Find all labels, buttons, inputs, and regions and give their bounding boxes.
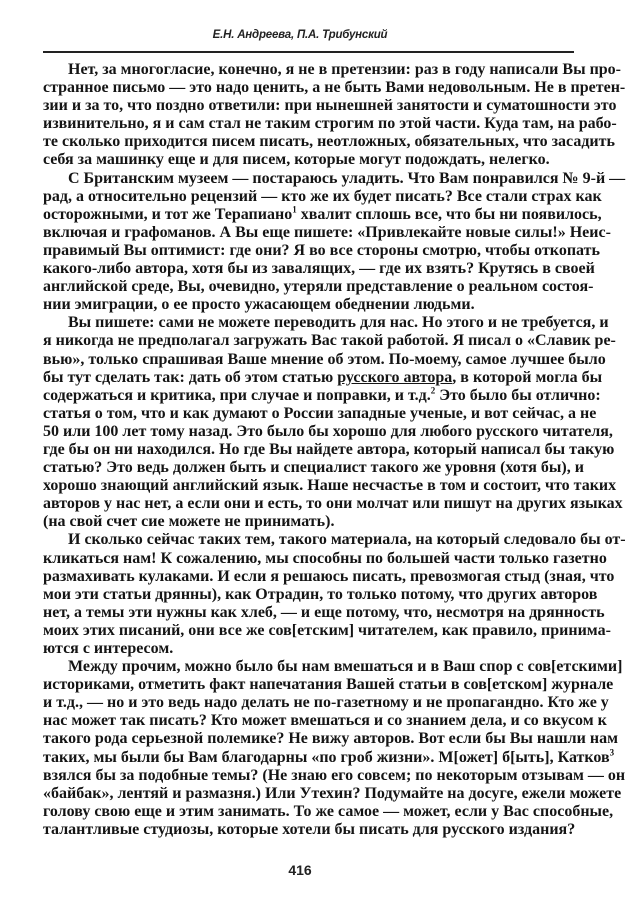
text-line: С Британским музеем — постараюсь уладить. Что Вам понравился № 9-й —	[68, 169, 626, 187]
text-line: мои эти статьи дрянны), как Отрадин, то только потому, что других авторов	[43, 585, 598, 603]
text-line: какого-либо автора, хотя бы из завалящих, — где их взять? Крутясь в своей	[43, 260, 595, 278]
text-line: английской среде, Вы, очевидно, утеряли представление о реальном состоя-	[43, 278, 594, 296]
text-line: я никогда не предполагал загружать Вас такой работой. Я писал о «Славик ре-	[43, 332, 616, 350]
text-line: (на свой счет сие можете не принимать).	[43, 513, 335, 531]
text-line	[43, 747, 615, 767]
text-line: нас может так писать? Кто может вмешаться и со знанием дела, и со вкусом к	[43, 712, 607, 730]
text-line: авторов у нас нет, а если они и есть, то они молчат или пишут на других языках	[43, 495, 623, 513]
text-line: «байбак», лентяй и размазня.) Или Утехин? Подумайте на досуге, ежели можете	[43, 784, 622, 802]
text-line: и т.д., — но и это ведь надо делать не по-газетному и не пропагандно. Кто же у	[43, 694, 609, 712]
text-line: такого рода серьезной полемике? Не вижу авторов. Вот если бы Вы нашли нам	[43, 730, 618, 748]
text-line	[43, 368, 603, 387]
text-line: голову свою еще и этим занимать. То же самое — может, если у Вас способные,	[43, 802, 614, 820]
text-line: правимый Вы оптимист: где они? Я во все стороны смотрю, чтобы откопать	[43, 241, 600, 259]
text-line: зии и за то, что поздно ответили: при нынешней занятости и суматошности это	[43, 97, 617, 115]
text-line: талантливые студиозы, которые хотели бы писать для русского издания?	[43, 820, 576, 838]
text-line: Нет, за многогласие, конечно, я не в претензии: раз в году написали Вы про-	[68, 61, 622, 78]
text-line: хорошо знающий английский язык. Наше несчастье в том и состоит, что таких	[43, 477, 617, 495]
text-line: Между прочим, можно было бы нам вмешаться и в Ваш спор с сов[етскими]	[68, 658, 623, 676]
text-segment: содержаться и критика, при случае и поправки, и т.д.	[43, 386, 431, 404]
paragraph	[43, 531, 626, 658]
text-line: рад, а относительно рецензий — кто же их будет писать? Все стали страх как	[43, 187, 602, 205]
text-segment: бы тут сделать так: дать об этом статью	[43, 368, 338, 386]
underlined-text: русского автора	[337, 368, 453, 386]
text-line: Вы пишете: сами не можете переводить для нас. Но этого и не требуется, и	[68, 314, 609, 332]
paragraph	[43, 61, 626, 170]
text-line	[43, 204, 602, 224]
text-line: моих этих писаний, они все же сов[етским] читателем, как правило, принима-	[43, 621, 611, 639]
footnote-marker: 1	[292, 204, 297, 215]
paragraph	[43, 658, 626, 839]
text-line: извинительно, я и сам стал не таким строгим по этой части. Куда там, на рабо-	[43, 115, 617, 133]
text-line: историками, отметить факт напечатания Вашей статьи в сов[етском] журнале	[43, 676, 614, 694]
page-number: 416	[288, 862, 312, 878]
text-segment: осторожными, и тот же Терапиано	[43, 205, 293, 223]
text-line	[43, 385, 601, 405]
text-line: те сколько приходится писем писать, неотложных, обязательных, что засадить	[43, 133, 615, 151]
text-line: включая и графоманов. А Вы еще пишете: «Привлекайте новые силы!» Неис-	[43, 223, 611, 241]
footnote-marker: 2	[430, 385, 436, 396]
text-segment: таких, мы были бы Вам благодарны «по гроб жизни». М[ожет] б[ыть], Катков	[43, 748, 610, 766]
text-line: ются с интересом.	[43, 640, 174, 657]
paragraph	[43, 314, 623, 531]
text-line: нии эмиграции, о ее просто ужасающем обеднении людьми.	[43, 296, 475, 314]
letter-body	[43, 61, 626, 839]
text-line: вью», только спрашивая Ваше мнение об этом. По-моему, самое лучшее было	[43, 350, 606, 368]
header-rule	[43, 51, 574, 53]
text-line: статью? Это ведь должен быть и специалист такого же уровня (хотя бы), и	[43, 459, 584, 477]
text-line: кликаться нам! К сожалению, мы способны по большей части только газетно	[43, 549, 607, 567]
text-segment: Это было бы отлично:	[435, 386, 601, 404]
paragraph	[43, 169, 626, 315]
text-segment: , в которой могла бы	[452, 368, 603, 386]
text-line: где бы он ни находился. Но где Вы найдете автора, который написал бы такую	[43, 440, 615, 458]
text-line: взялся бы за подобные темы? (Не знаю его совсем; по некоторым отзывам — он	[43, 766, 626, 784]
text-line: статья о том, что и как думают о России западные ученые, и вот сейчас, а не	[43, 404, 597, 422]
text-line: 50 или 100 лет тому назад. Это было бы хорошо для любого русского читателя,	[43, 422, 613, 440]
text-line: себя за машинку еще и для писем, которые могут подождать, нелегко.	[43, 151, 550, 169]
text-segment: хвалит сплошь все, что бы ни появилось,	[296, 205, 602, 223]
text-line: нет, а темы эти нужны как хлеб, — и еще потому, что, несмотря на дрянность	[43, 603, 605, 621]
footnote-marker: 3	[609, 747, 615, 758]
text-line: размахивать кулаками. И если я решаюсь писать, превозмогая стыд (зная, что	[43, 567, 615, 585]
running-header: Е.Н. Андреева, П.А. Трибунский	[212, 29, 388, 41]
text-line: И сколько сейчас таких тем, такого материала, на который следовало бы от-	[68, 531, 626, 549]
text-line: странное письмо — это надо ценить, а не быть Вами недовольным. Не в претен-	[43, 79, 626, 97]
